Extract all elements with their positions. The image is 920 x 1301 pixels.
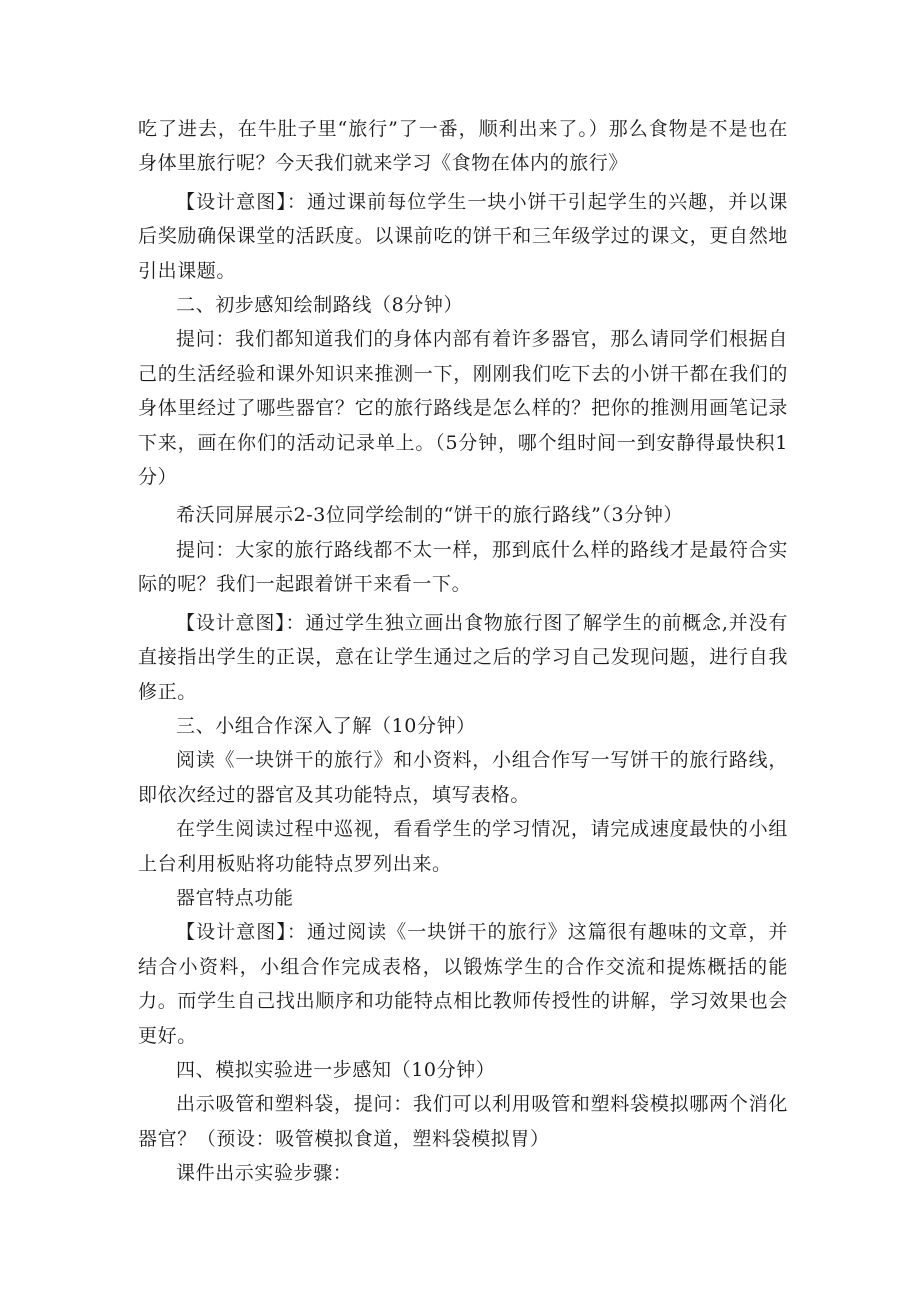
paragraph-materials-question: 出示吸管和塑料袋，提问：我们可以利用吸管和塑料袋模拟哪两个消化器官？（预设：吸管模拟食道，塑料袋模拟胃） [138, 1093, 788, 1150]
paragraph-design-intent-3: 【设计意图】：通过阅读《一块饼干的旅行》这篇很有趣味的文章，并结合小资料，小组合作完成表格，以锻炼学生的合作交流和提炼概括的能力。而学生自己找出顺序和功能特点相比教师传授性的讲解，学习效果也会更好。 [138, 921, 788, 1047]
paragraph-table-header: 器官特点功能 [176, 886, 294, 909]
paragraph-experiment-steps: 课件出示实验步骤： [176, 1162, 353, 1185]
document-page [138, 112, 788, 1191]
paragraph-reading-task: 阅读《一块饼干的旅行》和小资料，小组合作写一写饼干的旅行路线，即依次经过的器官及其功能特点，填写表格。 [138, 749, 788, 806]
paragraph-question-2: 提问：大家的旅行路线都不太一样，那到底什么样的路线才是最符合实际的呢？我们一起跟着饼干来看一下。 [138, 538, 788, 596]
paragraph-intro-continuation: 吃了进去，在牛肚子里“旅行”了一番，顺利出来了。）那么食物是不是也在身体里旅行呢？今天我们就来学习《食物在体内的旅行》 [138, 118, 788, 175]
paragraph-design-intent-1: 【设计意图】：通过课前每位学生一块小饼干引起学生的兴趣，并以课后奖励确保课堂的活跃度。以课前吃的饼干和三年级学过的课文，更自然地引出课题。 [138, 190, 788, 282]
section-heading-4: 四、模拟实验进一步感知（10分钟） [176, 1058, 496, 1081]
paragraph-question-1: 提问：我们都知道我们的身体内部有着许多器官，那么请同学们根据自己的生活经验和课外知识来推测一下，刚刚我们吃下去的小饼干都在我们的身体里经过了哪些器官？它的旅行路线是怎么样的？把你的推测用画笔记录下来，画在你们的活动记录单上。（5分钟，哪个组时间一到安静得最快积1分） [138, 328, 788, 489]
paragraph-design-intent-2: 【设计意图】：通过学生独立画出食物旅行图了解学生的前概念,并没有直接指出学生的正误，意在让学生通过之后的学习自己发现问题，进行自我修正。 [138, 611, 788, 703]
section-heading-3: 三、小组合作深入了解（10分钟） [176, 714, 476, 737]
paragraph-teacher-patrol: 在学生阅读过程中巡视，看看学生的学习情况，请完成速度最快的小组上台利用板贴将功能特点罗列出来。 [138, 818, 788, 875]
paragraph-screen-share: 希沃同屏展示2-3位同学绘制的“饼干的旅行路线”（3分钟） [176, 504, 684, 527]
section-heading-2: 二、初步感知绘制路线（8分钟） [176, 294, 464, 317]
